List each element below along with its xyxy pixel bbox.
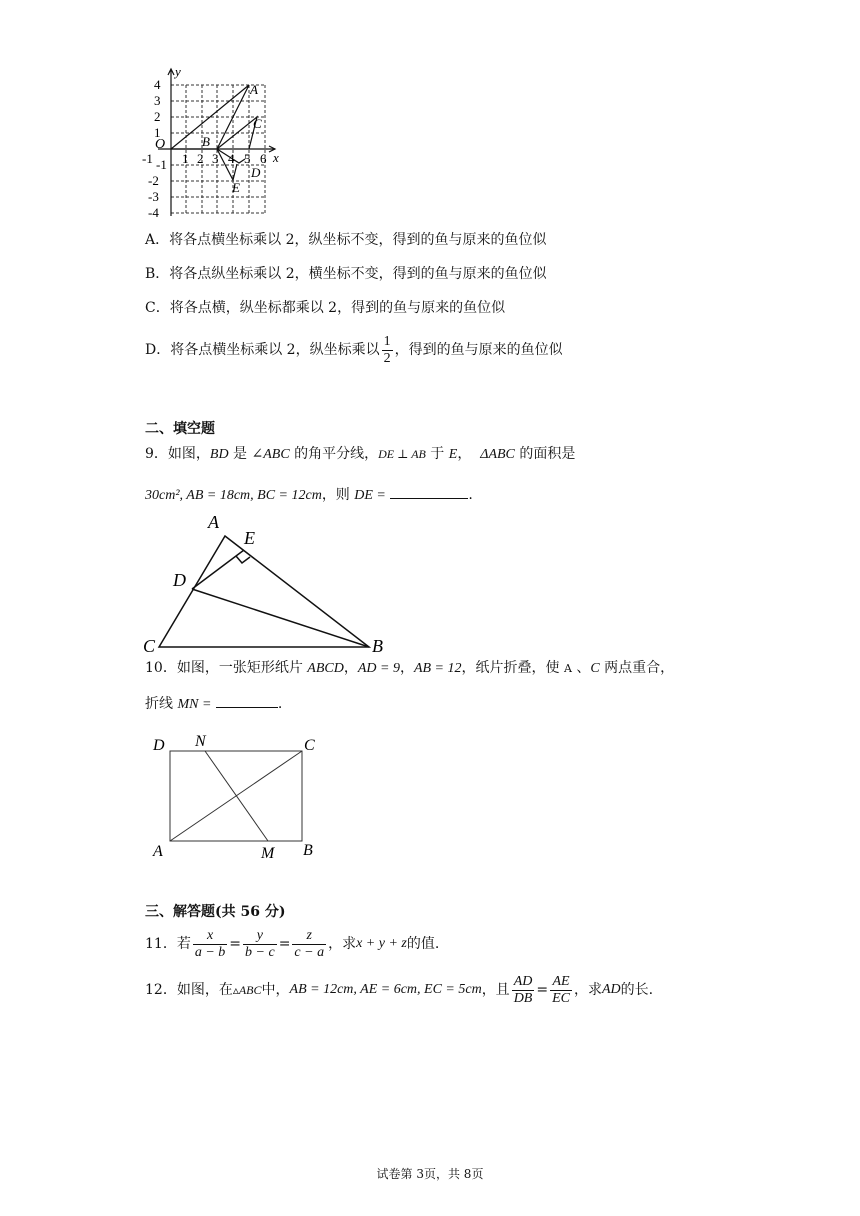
text: 中，	[261, 982, 290, 998]
point-c-label: C	[253, 116, 262, 131]
fraction-ae-ec	[550, 974, 572, 1007]
q8-option-a	[145, 230, 546, 250]
q12-number: 12．如图，在	[145, 982, 233, 998]
option-text-after: ，得到的鱼与原来的鱼位似	[394, 342, 563, 358]
x-tick: 2	[197, 151, 204, 166]
text: 的长.	[620, 982, 654, 998]
vertex-b-label: B	[372, 636, 383, 655]
angle-abc: ∠ABC	[251, 447, 290, 462]
option-text: 将各点纵坐标乘以 2，横坐标不变，得到的鱼与原来的鱼位似	[169, 266, 547, 282]
denominator: b − c	[245, 944, 275, 960]
y-tick: -2	[148, 173, 159, 188]
y-axis-label: y	[175, 64, 181, 79]
text: 于	[425, 446, 449, 462]
vertex-b-label: B	[303, 842, 313, 859]
x-tick: 3	[212, 151, 219, 166]
ab-value: AB = 12	[413, 661, 462, 676]
y-tick: 2	[154, 109, 161, 124]
fraction-one-half	[382, 334, 393, 367]
section-solve-heading: 三、解答题(共 56 分)	[145, 904, 286, 920]
answer-blank[interactable]	[216, 693, 278, 708]
vertex-a-label: A	[208, 512, 219, 532]
numerator: x	[193, 928, 227, 945]
point-e-label: E	[232, 180, 240, 195]
text: 的面积是	[514, 446, 576, 462]
q9-number: 9．如图，	[145, 446, 210, 462]
equals: =	[278, 936, 291, 952]
text: ，	[399, 660, 414, 676]
q10-line2	[145, 693, 282, 715]
fraction-z	[292, 928, 326, 961]
text: 的值.	[406, 936, 440, 952]
y-tick: -4	[148, 205, 159, 220]
vertex-a-label: A	[153, 843, 163, 860]
q10-line1	[145, 658, 674, 679]
numerator: AD	[513, 973, 533, 989]
fish-coordinate-figure	[140, 62, 290, 222]
equals: =	[536, 982, 549, 998]
text: ，且	[481, 982, 510, 998]
period: .	[277, 696, 283, 712]
q11-number: 11．若	[145, 936, 191, 952]
given-values: AB = 12cm, AE = 6cm, EC = 5cm	[289, 982, 482, 997]
denominator: a − b	[194, 944, 226, 960]
point-d-label: D	[251, 165, 261, 180]
q8-option-b	[145, 264, 547, 284]
text: ，求	[328, 936, 357, 952]
text: ，	[343, 660, 358, 676]
text: 折线	[145, 696, 178, 712]
q10-number: 10．如图，一张矩形纸片	[145, 660, 308, 676]
y-tick: 3	[154, 93, 161, 108]
q11	[145, 926, 439, 962]
point-a: A	[563, 662, 572, 675]
section-fill-blank-heading: 二、填空题	[145, 421, 215, 437]
x-tick: 1	[182, 151, 189, 166]
answer-blank[interactable]	[390, 484, 468, 499]
mn-equals: MN =	[177, 697, 212, 712]
numerator: z	[292, 928, 326, 945]
x-tick: 4	[228, 151, 235, 166]
denominator: 2	[383, 350, 391, 366]
y-tick: -3	[148, 189, 159, 204]
y-tick: 4	[154, 77, 161, 92]
point-n-label: N	[195, 733, 206, 750]
option-letter: C．	[145, 300, 170, 316]
fraction-x	[193, 928, 227, 961]
text: ，纸片折叠，使	[461, 660, 564, 676]
x-axis-label: x	[273, 150, 279, 165]
de-equals: DE =	[354, 488, 386, 503]
q8-option-c	[145, 298, 505, 318]
text: ，求	[573, 982, 602, 998]
numerator: y	[243, 928, 277, 945]
ad-value: AD = 9	[357, 661, 400, 676]
page-footer: 试卷第 3页，共 8页	[376, 1167, 484, 1181]
x-neg-one-tick: -1	[142, 151, 153, 166]
q12	[145, 970, 653, 1010]
given-values: 30cm², AB = 18cm, BC = 12cm	[145, 488, 322, 503]
option-letter: A．	[145, 232, 170, 248]
segment-ad: AD	[601, 982, 621, 997]
numerator: AE	[550, 974, 572, 991]
triangle-abc: ▵ABC	[232, 983, 262, 997]
text: ，	[457, 446, 472, 462]
vertex-c-label: C	[143, 636, 156, 655]
q9-line2	[145, 484, 473, 506]
point-c: C	[590, 661, 600, 676]
option-letter: D．	[145, 342, 171, 358]
point-m-label: M	[261, 845, 275, 862]
triangle-abc: ΔABC	[480, 447, 515, 462]
fraction-y	[243, 928, 277, 961]
x-tick: 5	[244, 151, 251, 166]
option-text-before: 将各点横坐标乘以 2，纵坐标乘以	[170, 342, 380, 358]
denominator: c − a	[294, 944, 325, 960]
period: .	[468, 487, 473, 503]
equals: =	[229, 936, 242, 952]
point-e-label: E	[244, 528, 255, 548]
text: 的角平分线，	[289, 446, 379, 462]
segment-bd: BD	[209, 447, 229, 462]
numerator: 1	[383, 333, 391, 349]
rectangle-abcd: ABCD	[307, 661, 344, 676]
fraction-ad-db	[512, 974, 535, 1007]
option-letter: B．	[145, 266, 170, 282]
x-tick: 6	[260, 151, 267, 166]
text: ，则	[321, 487, 355, 503]
y-tick: -1	[156, 157, 167, 172]
point-d-label: D	[173, 570, 186, 590]
sum-expression: x + y + z	[356, 936, 407, 951]
q8-option-d	[145, 330, 563, 370]
point-a-label: A	[250, 82, 258, 97]
rectangle-fold-figure	[145, 728, 330, 863]
text: 是	[228, 446, 252, 462]
denominator: EC	[552, 990, 570, 1006]
vertex-d-label: D	[153, 737, 165, 754]
q9-line1	[145, 444, 575, 465]
y-tick: 1	[154, 125, 161, 140]
point-b-label: B	[202, 134, 210, 149]
text: 两点重合，	[599, 660, 675, 676]
triangle-figure	[140, 510, 400, 655]
perp-de-ab: DE ⊥ AB	[378, 447, 426, 461]
point-e: E	[448, 447, 458, 462]
denominator: DB	[513, 990, 533, 1006]
origin-label: O	[155, 137, 166, 152]
option-text: 将各点横坐标乘以 2，纵坐标不变，得到的鱼与原来的鱼位似	[169, 232, 547, 248]
text: 、	[571, 660, 591, 676]
option-text: 将各点横，纵坐标都乘以 2，得到的鱼与原来的鱼位似	[169, 300, 506, 316]
vertex-c-label: C	[304, 737, 315, 754]
